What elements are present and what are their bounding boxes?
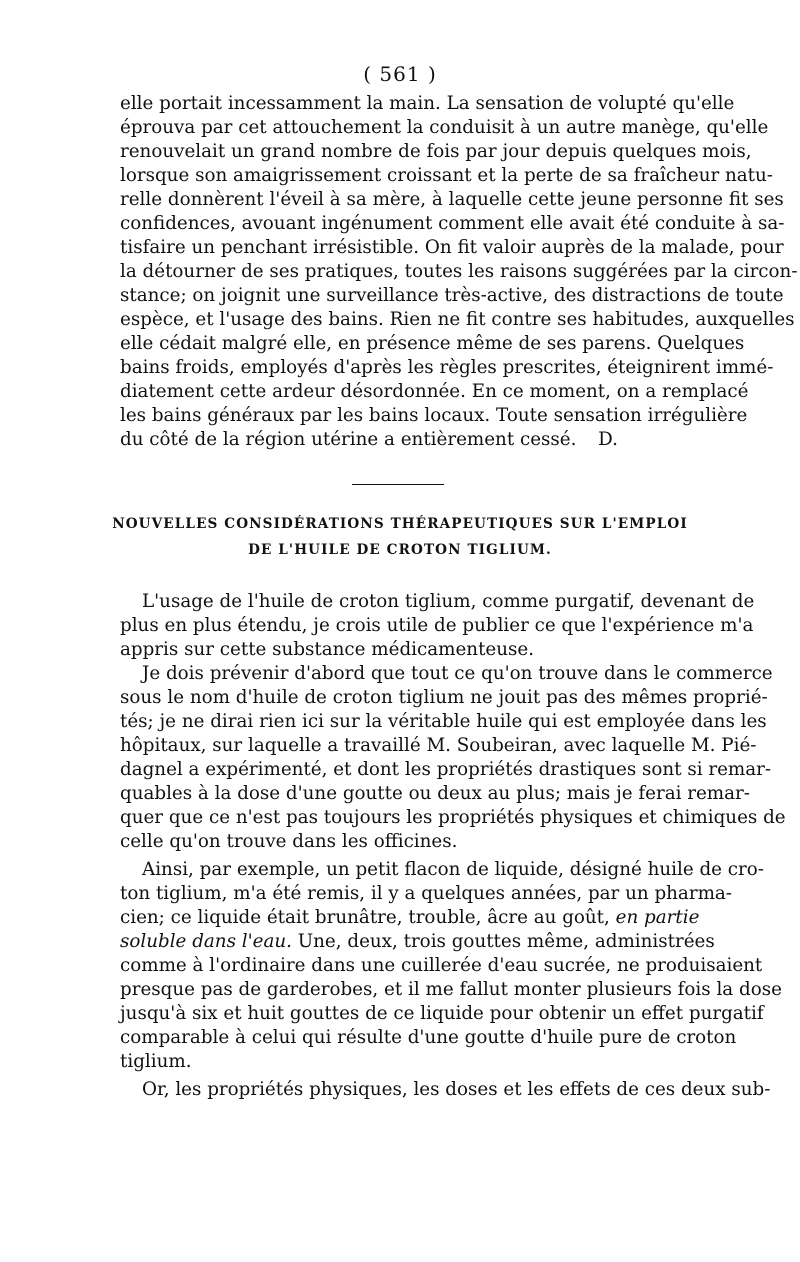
text-line: hôpitaux, sur laquelle a travaillé M. Soubeiran, avec laquelle M. Pié- — [120, 735, 757, 756]
text-line: tés; je ne dirai rien ici sur la véritable huile qui est employée dans les — [120, 711, 767, 732]
text-line: elle cédait malgré elle, en présence même de ses parens. Quelques — [120, 333, 745, 354]
text-line: renouvelait un grand nombre de fois par jour depuis quelques mois, — [120, 141, 752, 162]
text-line-last-text: du côté de la région utérine a entièrement cessé. — [120, 429, 577, 450]
text-line: presque pas de garderobes, et il me fallut monter plusieurs fois la dose — [120, 979, 782, 1000]
text-line: dagnel a expérimenté, et dont les propriétés drastiques sont si remar- — [120, 759, 772, 780]
text-line-mixed — [120, 906, 700, 930]
text-line: Or, les propriétés physiques, les doses et les effets de ces deux sub- — [142, 1079, 771, 1100]
text-line: Je dois prévenir d'abord que tout ce qu'on trouve dans le commerce — [142, 663, 773, 684]
text-line: diatement cette ardeur désordonnée. En ce moment, on a remplacé — [120, 381, 749, 402]
text-line-last: appris sur cette substance médicamenteuse. — [120, 639, 535, 660]
italic-text: en partie — [615, 907, 700, 928]
text-line: elle portait incessamment la main. La sensation de volupté qu'elle — [120, 93, 735, 114]
text-line: Ainsi, par exemple, un petit flacon de liquide, désigné huile de cro- — [142, 859, 764, 880]
text-line: L'usage de l'huile de croton tiglium, comme purgatif, devenant de — [142, 591, 755, 612]
text-line: espèce, et l'usage des bains. Rien ne fit contre ses habitudes, auxquelles — [120, 309, 795, 330]
text-span: Une, deux, trois gouttes même, administrées — [297, 931, 715, 952]
text-line: stance; on joignit une surveillance très-active, des distractions de toute — [120, 285, 784, 306]
text-line: plus en plus étendu, je crois utile de publier ce que l'expérience m'a — [120, 615, 754, 636]
section-heading-line-2: DE L'HUILE DE CROTON TIGLIUM. — [248, 542, 552, 558]
text-line: bains froids, employés d'après les règles prescrites, éteignirent immé- — [120, 357, 774, 378]
page-number: ( 561 ) — [363, 62, 437, 86]
text-line: comme à l'ordinaire dans une cuillerée d'eau sucrée, ne produisaient — [120, 955, 763, 976]
text-line: confidences, avouant ingénument comment elle avait été conduite à sa- — [120, 213, 785, 234]
text-line-last: celle qu'on trouve dans les officines. — [120, 831, 458, 852]
text-line: comparable à celui qui résulte d'une goutte d'huile pure de croton — [120, 1027, 737, 1048]
text-line: quables à la dose d'une goutte ou deux au plus; mais je ferai remar- — [120, 783, 750, 804]
section-divider — [352, 484, 444, 485]
italic-text: soluble dans l'eau. — [120, 931, 292, 952]
text-span: cien; ce liquide était brunâtre, trouble, âcre au goût, — [120, 907, 610, 928]
text-line-last — [120, 428, 675, 452]
section-heading-line-1: NOUVELLES CONSIDÉRATIONS THÉRAPEUTIQUES SUR L'EMPLOI — [112, 516, 688, 532]
author-signature: D. — [598, 429, 618, 450]
text-line-last: tiglium. — [120, 1051, 192, 1072]
text-line: sous le nom d'huile de croton tiglium ne jouit pas des mêmes proprié- — [120, 687, 768, 708]
text-line: jusqu'à six et huit gouttes de ce liquide pour obtenir un effet purgatif — [120, 1003, 764, 1024]
text-line: relle donnèrent l'éveil à sa mère, à laquelle cette jeune personne fit ses — [120, 189, 784, 210]
text-line: lorsque son amaigrissement croissant et la perte de sa fraîcheur natu- — [120, 165, 773, 186]
text-line: la détourner de ses pratiques, toutes les raisons suggérées par la circon- — [120, 261, 798, 282]
text-line: éprouva par cet attouchement la conduisit à un autre manège, qu'elle — [120, 117, 769, 138]
text-line: tisfaire un penchant irrésistible. On fit valoir auprès de la malade, pour — [120, 237, 784, 258]
text-line: ton tiglium, m'a été remis, il y a quelques années, par un pharma- — [120, 883, 732, 904]
text-line: les bains généraux par les bains locaux. Toute sensation irrégulière — [120, 405, 748, 426]
text-line: quer que ce n'est pas toujours les propriétés physiques et chimiques de — [120, 807, 786, 828]
text-line-mixed — [120, 930, 715, 954]
